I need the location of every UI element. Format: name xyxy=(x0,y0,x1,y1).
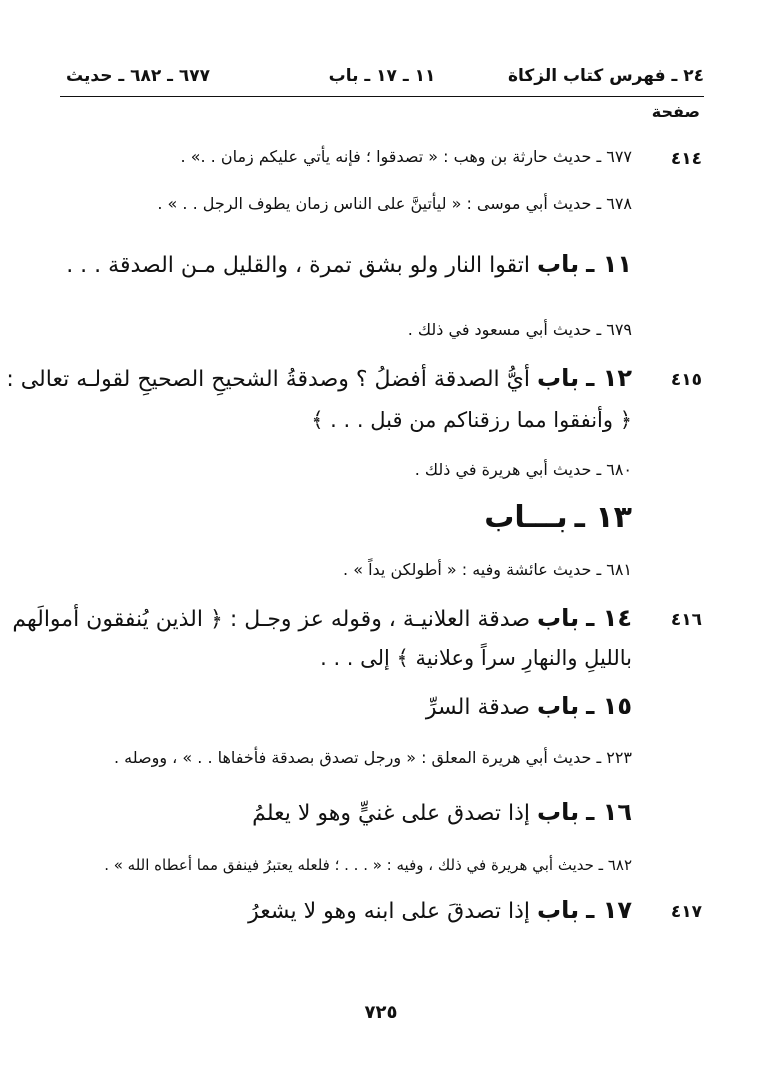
bab-keyword: باب xyxy=(537,896,580,924)
bab-keyword: باب xyxy=(537,364,580,392)
bab-title: إذا تصدقَ على ابنه وهو لا يشعرُ xyxy=(248,899,530,924)
page-column-label: صفحة xyxy=(651,102,700,121)
header-bab-range: ١١ ـ ١٧ ـ باب xyxy=(328,66,436,86)
header-chapter-title: ٢٤ ـ فهرس كتاب الزكاة xyxy=(507,66,704,86)
bab-number: ١٥ ـ xyxy=(586,692,632,720)
page-ref: ٤١٦ xyxy=(670,610,702,630)
hadith-entry: ٦٨٠ ـ حديث أبي هريرة في ذلك . xyxy=(414,460,632,479)
bab-number: ١٧ ـ xyxy=(586,896,632,924)
bab-keyword: باب xyxy=(537,692,580,720)
page-ref: ٤١٥ xyxy=(670,370,702,390)
hadith-entry: ٢٢٣ ـ حديث أبي هريرة المعلق : « ورجل تصدق بصدقة فأخفاها . . » ، ووصله . xyxy=(113,748,632,767)
hadith-entry: ٦٧٩ ـ حديث أبي مسعود في ذلك . xyxy=(407,320,632,339)
bab-title: صدقة السرِّ xyxy=(425,695,530,720)
bab-title: اتقوا النار ولو بشق تمرة ، والقليل مـن الصدقة . . . xyxy=(66,253,530,278)
page-ref: ٤١٧ xyxy=(670,902,702,922)
bab-heading xyxy=(252,798,632,826)
bab-keyword: باب xyxy=(537,604,580,632)
bab-number: ١١ ـ xyxy=(586,250,632,278)
bab-heading xyxy=(66,250,632,278)
page-number: ٧٢٥ xyxy=(364,1002,398,1023)
bab-number: ١٦ ـ xyxy=(586,798,632,826)
hadith-entry: ٦٨٢ ـ حديث أبي هريرة في ذلك ، وفيه : « . . . ؛ فلعله يعتبرُ فينفق مما أعطاه الله » . xyxy=(104,856,632,874)
hadith-entry: ٦٧٨ ـ حديث أبي موسى : « ليأتينَّ على الناس زمان يطوف الرجل . . » . xyxy=(157,194,632,213)
bab-keyword: باب xyxy=(537,798,580,826)
hadith-entry: ٦٧٧ ـ حديث حارثة بن وهب : « تصدقوا ؛ فإنه يأتي عليكم زمان . .» . xyxy=(180,147,632,166)
page-ref: ٤١٤ xyxy=(670,149,702,169)
bab-title: أيُّ الصدقة أفضلُ ؟ وصدقةُ الشحيحِ الصحيحِ لقولـه تعالى : xyxy=(6,367,530,392)
bab-keyword: بـــاب xyxy=(484,500,568,535)
bab-number: ١٤ ـ xyxy=(586,604,632,632)
bab-keyword: باب xyxy=(537,250,580,278)
bab-title: صدقة العلانيـة ، وقوله عز وجـل : ﴿ الذين يُنفقون أموالَهم xyxy=(12,607,530,632)
bab-number: ١٢ ـ xyxy=(586,364,632,392)
bab-heading xyxy=(248,896,632,924)
running-header xyxy=(60,62,704,97)
bab-heading xyxy=(484,500,632,535)
quran-verse: ﴿ وأنفقوا مما رزقناكم من قبل . . . ﴾ xyxy=(311,408,632,432)
quran-verse: بالليلِ والنهارِ سراً وعلانية ﴾ إلى . . . xyxy=(320,646,632,670)
bab-heading xyxy=(12,604,632,632)
header-hadith-range: ٦٧٧ ـ ٦٨٢ ـ حديث xyxy=(66,66,211,86)
bab-heading xyxy=(426,692,632,720)
bab-heading xyxy=(6,364,632,392)
hadith-entry: ٦٨١ ـ حديث عائشة وفيه : « أطولكن يداً » . xyxy=(343,560,632,579)
bab-title: إذا تصدق على غنيٍّ وهو لا يعلمُ xyxy=(252,801,530,826)
bab-number: ١٣ ـ xyxy=(574,500,632,535)
